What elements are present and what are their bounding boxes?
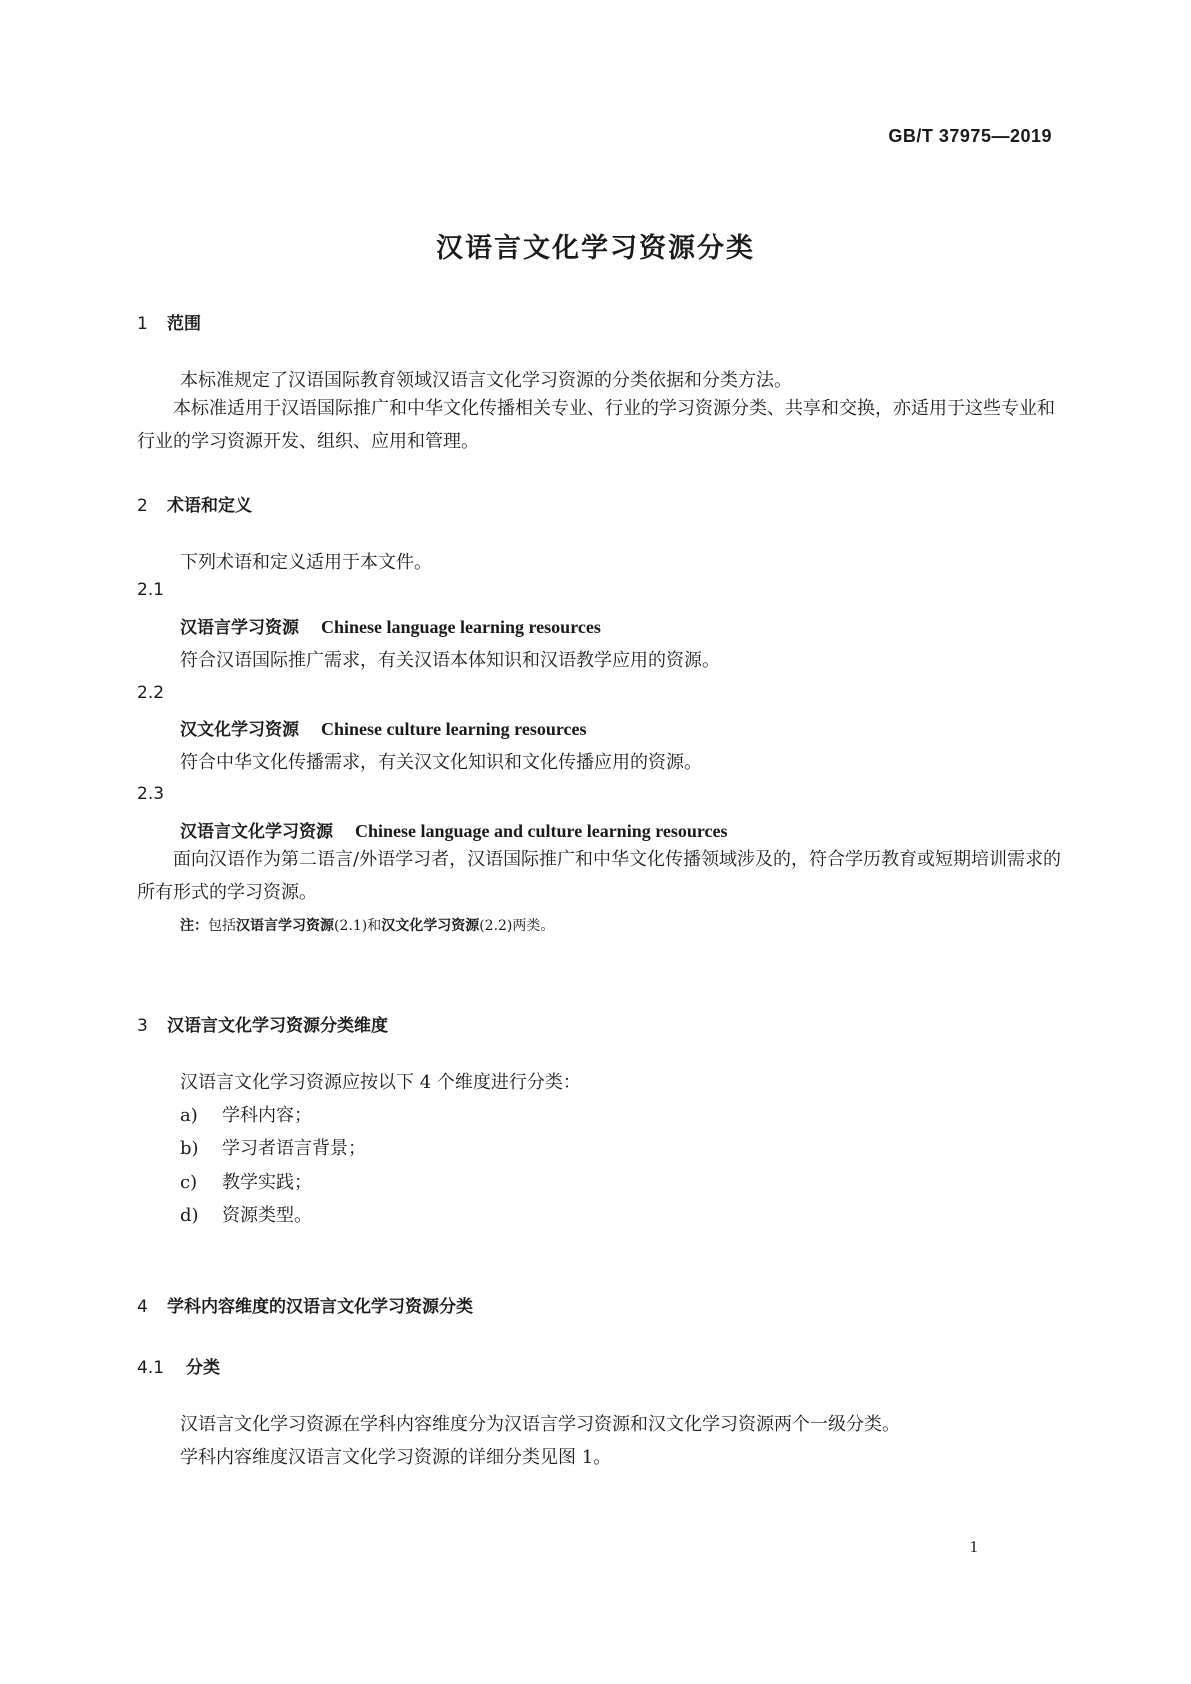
list-label: a): [180, 1105, 198, 1126]
term-definition: 符合汉语国际推广需求，有关汉语本体知识和汉语教学应用的资源。: [180, 650, 720, 671]
section-number: 3: [137, 1016, 148, 1036]
term-number: 2.1: [137, 580, 165, 600]
list-text: 教学实践；: [222, 1172, 312, 1193]
term-entry: [180, 817, 728, 842]
section-title: 术语和定义: [167, 496, 252, 516]
section-title: 分类: [186, 1358, 220, 1378]
note-label: 注：: [180, 918, 208, 934]
term-number: 2.3: [137, 784, 165, 804]
paragraph: 本标准适用于汉语国际推广和中华文化传播相关专业、行业的学习资源分类、共享和交换，亦适用于这些专业和行业的学习资源开发、组织、应用和管理。: [137, 398, 1055, 452]
list-text: 学习者语言背景；: [222, 1138, 366, 1159]
note-text: (2.2)两类。: [479, 918, 555, 934]
term-zh: 汉文化学习资源: [180, 720, 299, 740]
paragraph: 本标准规定了汉语国际教育领域汉语言文化学习资源的分类依据和分类方法。: [180, 370, 792, 391]
term-entry: [180, 715, 586, 740]
list-item: [180, 1101, 312, 1127]
page-number: 1: [969, 1537, 978, 1556]
section-3-heading: [137, 1011, 388, 1036]
document-title: 汉语言文化学习资源分类: [436, 233, 755, 264]
section-title: 汉语言文化学习资源分类维度: [167, 1016, 388, 1036]
subsection-4-1-heading: [137, 1353, 220, 1378]
section-1-heading: [137, 309, 201, 334]
term-number: 2.2: [137, 683, 165, 703]
paragraph: 汉语言文化学习资源在学科内容维度分为汉语言学习资源和汉文化学习资源两个一级分类。: [180, 1414, 900, 1435]
note-text: (2.1)和: [334, 918, 382, 934]
paragraph: 下列术语和定义适用于本文件。: [180, 552, 432, 573]
section-number: 2: [137, 496, 148, 516]
paragraph: 学科内容维度汉语言文化学习资源的详细分类见图 1。: [180, 1447, 612, 1468]
term-entry: [180, 613, 601, 638]
list-label: c): [180, 1172, 198, 1193]
list-label: d): [180, 1205, 199, 1226]
section-4-heading: [137, 1292, 473, 1317]
note-text: 包括: [208, 918, 236, 934]
term-definition: 面向汉语作为第二语言/外语学习者，汉语国际推广和中华文化传播领域涉及的，符合学历教育或短期培训需求的所有形式的学习资源。: [137, 849, 1062, 903]
note: [180, 915, 554, 935]
list-item: [180, 1168, 312, 1194]
section-title: 范围: [167, 314, 201, 334]
list-item: [180, 1134, 366, 1160]
paragraph: 汉语言文化学习资源应按以下 4 个维度进行分类：: [180, 1072, 581, 1093]
list-label: b): [180, 1138, 199, 1159]
section-number: 4: [137, 1297, 148, 1317]
term-en: Chinese language and culture learning resources: [355, 821, 728, 841]
section-title: 学科内容维度的汉语言文化学习资源分类: [167, 1297, 473, 1317]
note-term: 汉文化学习资源: [381, 918, 480, 934]
standard-number: GB/T 37975—2019: [888, 126, 1052, 146]
term-en: Chinese culture learning resources: [321, 719, 587, 739]
term-zh: 汉语言学习资源: [180, 618, 299, 638]
term-zh: 汉语言文化学习资源: [180, 822, 333, 842]
section-number: 4.1: [137, 1358, 165, 1378]
note-term: 汉语言学习资源: [236, 918, 334, 934]
section-number: 1: [137, 314, 148, 334]
term-definition: 符合中华文化传播需求，有关汉文化知识和文化传播应用的资源。: [180, 752, 702, 773]
list-text: 学科内容；: [222, 1105, 312, 1126]
list-text: 资源类型。: [222, 1205, 312, 1226]
section-2-heading: [137, 491, 252, 516]
term-en: Chinese language learning resources: [321, 617, 601, 637]
list-item: [180, 1201, 312, 1227]
